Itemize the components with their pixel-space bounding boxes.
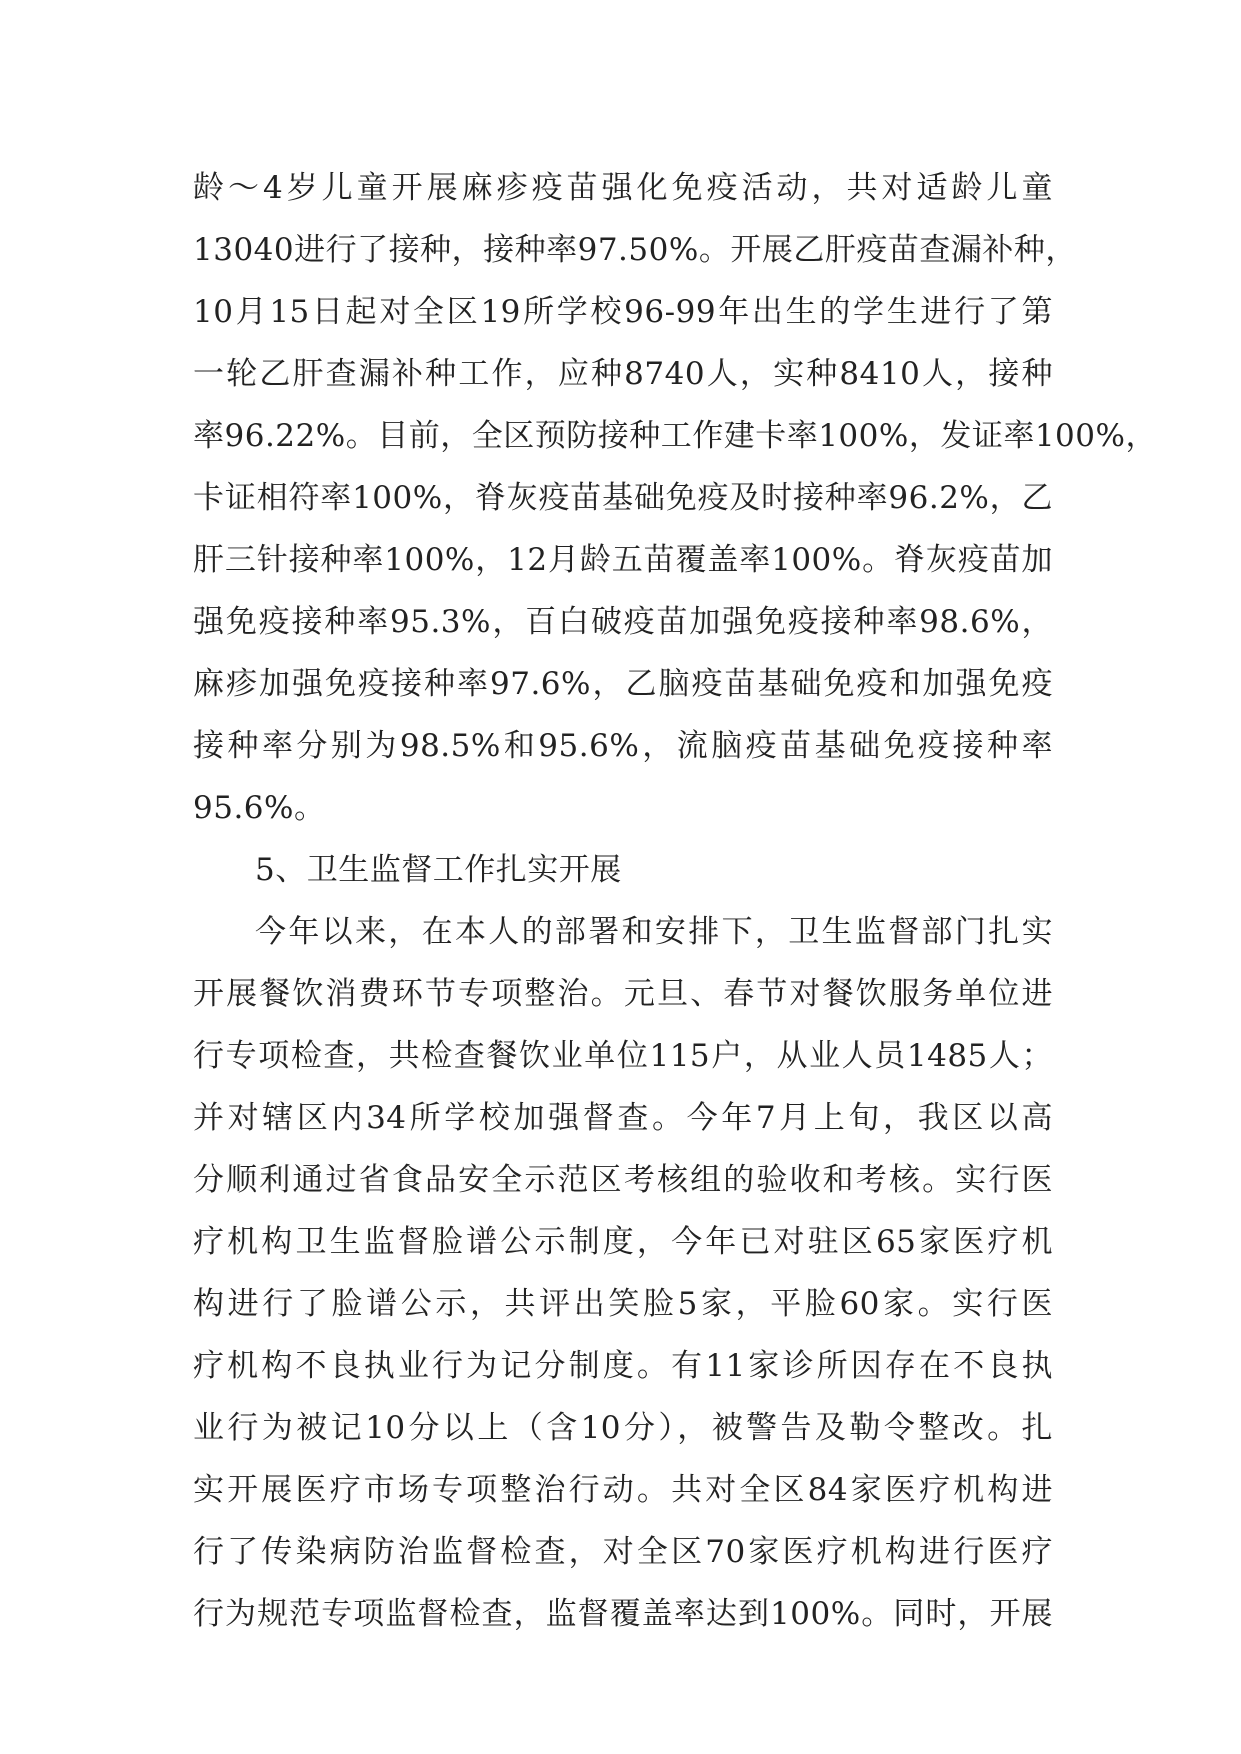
text-line: 并对辖区内34所学校加强督查。今年7月上旬，我区以高 xyxy=(193,1100,1053,1136)
text-line: 卡证相符率100%，脊灰疫苗基础免疫及时接种率96.2%，乙 xyxy=(193,480,1053,516)
text-line: 疗机构不良执业行为记分制度。有11家诊所因存在不良执 xyxy=(193,1348,1053,1384)
text-line: 开展餐饮消费环节专项整治。元旦、春节对餐饮服务单位进 xyxy=(193,976,1053,1012)
text-line: 95.6%。 xyxy=(193,790,326,826)
text-line: 行了传染病防治监督检查，对全区70家医疗机构进行医疗 xyxy=(193,1534,1053,1570)
text-line: 业行为被记10分以上（含10分），被警告及勒令整改。扎 xyxy=(193,1410,1053,1446)
text-line: 接种率分别为98.5%和95.6%，流脑疫苗基础免疫接种率 xyxy=(193,728,1053,764)
text-line: 一轮乙肝查漏补种工作，应种8740人，实种8410人，接种 xyxy=(193,356,1053,392)
text-line: 疗机构卫生监督脸谱公示制度，今年已对驻区65家医疗机 xyxy=(193,1224,1053,1260)
text-line: 肝三针接种率100%，12月龄五苗覆盖率100%。脊灰疫苗加 xyxy=(193,542,1053,578)
text-line: 分顺利通过省食品安全示范区考核组的验收和考核。实行医 xyxy=(193,1162,1053,1198)
text-line: 行专项检查，共检查餐饮业单位115户，从业人员1485人； xyxy=(193,1038,1053,1074)
text-line: 构进行了脸谱公示，共评出笑脸5家，平脸60家。实行医 xyxy=(193,1286,1053,1322)
text-line: 实开展医疗市场专项整治行动。共对全区84家医疗机构进 xyxy=(193,1472,1053,1508)
text-line: 率96.22%。目前，全区预防接种工作建卡率100%，发证率100%， xyxy=(193,418,1157,454)
text-line: 10月15日起对全区19所学校96-99年出生的学生进行了第 xyxy=(193,294,1053,330)
text-line: 今年以来，在本人的部署和安排下，卫生监督部门扎实 xyxy=(255,914,1053,950)
document-body xyxy=(193,157,1157,1645)
text-line: 13040进行了接种，接种率97.50%。开展乙肝疫苗查漏补种， xyxy=(193,232,1077,268)
text-line: 麻疹加强免疫接种率97.6%，乙脑疫苗基础免疫和加强免疫 xyxy=(193,666,1053,702)
section-heading: 5、卫生监督工作扎实开展 xyxy=(255,852,622,888)
text-line: 行为规范专项监督检查，监督覆盖率达到100%。同时，开展 xyxy=(193,1596,1053,1632)
text-line: 龄～4岁儿童开展麻疹疫苗强化免疫活动，共对适龄儿童 xyxy=(193,170,1053,206)
text-line: 强免疫接种率95.3%，百白破疫苗加强免疫接种率98.6%， xyxy=(193,604,1053,640)
